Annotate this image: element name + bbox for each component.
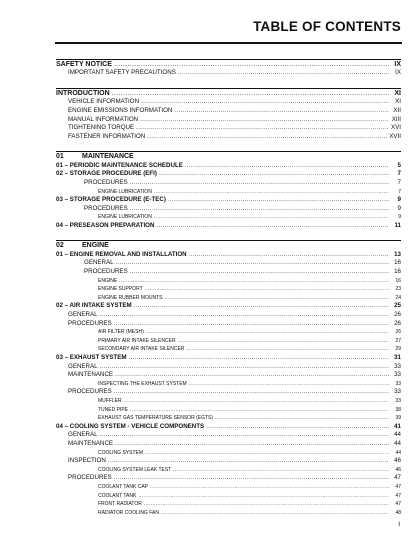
dot-leader	[140, 116, 389, 125]
toc-page-number: 44	[394, 439, 401, 447]
dot-leader	[178, 69, 389, 78]
section-heading[interactable]	[56, 89, 401, 98]
toc-entry-label: PROCEDURES	[84, 204, 128, 212]
toc-entry-label	[56, 241, 109, 250]
dot-leader	[115, 440, 389, 449]
toc-page-number: 47	[395, 483, 401, 490]
toc-entry-label: INSPECTING THE EXHAUST SYSTEM	[98, 380, 187, 387]
toc-page-number: XVI	[391, 124, 401, 132]
toc-page-number: 25	[394, 302, 401, 310]
toc-page-number: XI	[395, 98, 401, 106]
toc-entry-label: ENGINE LUBRICATION	[98, 188, 152, 195]
section-code: 01	[56, 153, 64, 161]
toc-entry-label: 01 – PERIODIC MAINTENANCE SCHEDULE	[56, 161, 183, 169]
toc-entry-label: TIGHTENING TORQUE	[68, 124, 135, 132]
toc-entry[interactable]	[56, 345, 401, 354]
dot-leader	[108, 457, 389, 466]
toc-page-number: 33	[394, 371, 401, 379]
dot-leader	[174, 107, 389, 116]
toc-entry-label: FRONT RADIATOR	[98, 501, 142, 508]
toc-page-number: 47	[395, 492, 401, 499]
toc-entry-label: VEHICLE INFORMATION	[68, 98, 140, 106]
toc-entry-label: ENGINE SUPPORT	[98, 286, 143, 293]
toc-entry[interactable]	[56, 371, 401, 380]
toc-entry[interactable]	[56, 294, 401, 303]
dot-leader	[156, 222, 389, 231]
dot-leader	[100, 363, 389, 372]
dot-leader	[154, 213, 389, 222]
dot-leader	[115, 371, 389, 380]
toc-entry-label: ENGINE	[98, 277, 118, 284]
dot-leader	[146, 328, 389, 337]
toc-entry-label: COOLANT TANK CAP	[98, 483, 149, 490]
page-title: TABLE OF CONTENTS	[253, 19, 401, 34]
section-heading[interactable]	[56, 60, 401, 69]
toc-page-number: 33	[394, 388, 401, 396]
toc-page-number: 29	[395, 346, 401, 353]
dot-leader	[130, 205, 389, 214]
toc-entry-label: INSPECTION	[68, 457, 106, 465]
dot-leader	[114, 474, 389, 483]
toc-entry[interactable]	[56, 259, 401, 268]
dot-leader	[168, 196, 389, 205]
dot-leader	[130, 179, 389, 188]
dot-leader	[189, 251, 389, 260]
toc-entry-label: MAINTENANCE	[68, 439, 114, 447]
chapter-entry[interactable]	[56, 196, 401, 205]
toc-entry[interactable]	[56, 311, 401, 320]
toc-page-number: XIII	[391, 115, 401, 123]
toc-entry[interactable]	[56, 440, 401, 449]
dot-leader	[119, 277, 389, 286]
dot-leader	[114, 60, 389, 69]
toc-page-number: XVII	[389, 132, 401, 140]
toc-page-number: 13	[394, 250, 401, 258]
dot-leader	[116, 259, 389, 268]
toc-entry[interactable]	[56, 466, 401, 475]
section-heading[interactable]	[56, 152, 401, 161]
toc-entry-label: IMPORTANT SAFETY PRECAUTIONS	[68, 69, 176, 77]
toc-section	[56, 240, 401, 517]
toc-entry-label: 04 – PRESEASON PREPARATION	[56, 221, 155, 229]
toc-page-number: IX	[395, 69, 401, 77]
toc-page-number: 33	[394, 362, 401, 370]
toc-entry[interactable]	[56, 124, 401, 133]
toc-entry-label: PROCEDURES	[68, 388, 112, 396]
toc-entry-label: PROCEDURES	[68, 474, 112, 482]
toc-entry-label: 04 – COOLING SYSTEM - VEHICLE COMPONENTS	[56, 422, 205, 430]
toc-entry-label: PROCEDURES	[84, 178, 128, 186]
toc-entry-label: MAINTENANCE	[68, 371, 114, 379]
toc-page-number: 26	[394, 319, 401, 327]
toc-entry[interactable]	[56, 500, 401, 509]
toc-entry-label: GENERAL	[68, 431, 98, 439]
toc-entry[interactable]	[56, 285, 401, 294]
toc-entry[interactable]	[56, 188, 401, 197]
toc-page-number: 33	[395, 397, 401, 404]
toc-entry-label: ENGINE LUBRICATION	[98, 214, 152, 221]
toc-entry-label: COOLANT TANK	[98, 492, 137, 499]
dot-leader	[129, 354, 390, 363]
title-rule	[55, 42, 402, 44]
dot-leader	[130, 406, 389, 415]
toc-section	[56, 88, 401, 141]
toc-entry-label: EXHAUST GAS TEMPERATURE SENSOR (EGTS)	[98, 415, 214, 422]
toc-entry[interactable]	[56, 492, 401, 501]
toc-page-number: 27	[395, 337, 401, 344]
toc-page-number: 41	[394, 422, 401, 430]
dot-leader	[138, 492, 389, 501]
toc-section	[56, 59, 401, 78]
dot-leader	[159, 170, 389, 179]
toc-entry[interactable]	[56, 431, 401, 440]
toc-entry[interactable]	[56, 69, 401, 78]
dot-leader	[154, 188, 389, 197]
dot-leader	[112, 89, 389, 98]
toc-entry[interactable]	[56, 213, 401, 222]
table-of-contents	[56, 59, 401, 527]
toc-entry[interactable]	[56, 205, 401, 214]
toc-page-number: 39	[395, 415, 401, 422]
toc-entry[interactable]	[56, 449, 401, 458]
chapter-entry[interactable]	[56, 302, 401, 311]
dot-leader	[147, 133, 387, 142]
toc-entry[interactable]	[56, 268, 401, 277]
section-title: ENGINE	[82, 242, 109, 250]
toc-entry[interactable]	[56, 380, 401, 389]
toc-entry-label: PRIMARY AIR INTAKE SILENCER	[98, 337, 176, 344]
toc-page-number: 44	[394, 431, 401, 439]
toc-entry[interactable]	[56, 363, 401, 372]
dot-leader	[173, 466, 389, 475]
toc-entry-label: 01 – ENGINE REMOVAL AND INSTALLATION	[56, 250, 187, 258]
chapter-entry[interactable]	[56, 423, 401, 432]
toc-page-number: 9	[398, 214, 401, 221]
toc-entry[interactable]	[56, 397, 401, 406]
dot-leader	[164, 294, 389, 303]
toc-entry-label: COOLING SYSTEM LEAK TEST	[98, 466, 172, 473]
toc-page-number: 44	[395, 449, 401, 456]
chapter-entry[interactable]	[56, 354, 401, 363]
toc-entry[interactable]	[56, 406, 401, 415]
toc-page-number: XII	[393, 106, 401, 114]
toc-entry[interactable]	[56, 133, 401, 142]
toc-entry-label: AIR FILTER (MESH)	[98, 329, 144, 336]
toc-page-number: 11	[394, 221, 401, 229]
dot-leader	[136, 124, 389, 133]
chapter-entry[interactable]	[56, 222, 401, 231]
dot-leader	[206, 423, 389, 432]
toc-page-number: 9	[397, 196, 401, 204]
toc-entry[interactable]	[56, 328, 401, 337]
toc-entry-label	[56, 152, 134, 161]
toc-entry[interactable]	[56, 277, 401, 286]
toc-page-number: 23	[395, 286, 401, 293]
toc-entry[interactable]	[56, 483, 401, 492]
toc-page-number: 16	[394, 259, 401, 267]
toc-entry-label: 02 – AIR INTAKE SYSTEM	[56, 302, 132, 310]
toc-entry[interactable]	[56, 179, 401, 188]
toc-entry-label: SAFETY NOTICE	[56, 61, 112, 68]
toc-page-number: 24	[395, 294, 401, 301]
toc-entry[interactable]	[56, 474, 401, 483]
toc-page-number: 46	[395, 466, 401, 473]
dot-leader	[114, 320, 389, 329]
toc-entry-label: PROCEDURES	[84, 268, 128, 276]
section-code: 02	[56, 242, 64, 250]
toc-entry-label: MUFFLER	[98, 397, 122, 404]
toc-page-number: 16	[395, 277, 401, 284]
dot-leader	[141, 98, 389, 107]
toc-page-number: 26	[395, 329, 401, 336]
toc-page-number: 16	[394, 268, 401, 276]
dot-leader	[189, 380, 389, 389]
dot-leader	[215, 414, 389, 423]
toc-page-number: 48	[395, 509, 401, 516]
toc-entry[interactable]	[56, 388, 401, 397]
toc-entry[interactable]	[56, 457, 401, 466]
toc-entry-label: 03 – STORAGE PROCEDURE (E-TEC)	[56, 196, 166, 204]
toc-page-number: 9	[397, 204, 401, 212]
toc-entry[interactable]	[56, 414, 401, 423]
toc-entry-label: 03 – EXHAUST SYSTEM	[56, 354, 127, 361]
toc-page-number: 46	[394, 457, 401, 465]
dot-leader	[114, 388, 389, 397]
dot-leader	[100, 431, 389, 440]
section-heading[interactable]	[56, 241, 401, 250]
toc-entry-label: FASTENER INFORMATION	[68, 132, 146, 140]
dot-leader	[130, 268, 389, 277]
toc-entry-label: GENERAL	[68, 362, 98, 370]
toc-entry-label: GENERAL	[84, 259, 114, 267]
page-number: I	[398, 521, 400, 528]
dot-leader	[124, 397, 389, 406]
toc-page-number: 7	[397, 170, 401, 178]
toc-section	[56, 151, 401, 230]
toc-entry-label: ENGINE EMISSIONS INFORMATION	[68, 106, 173, 114]
dot-leader	[161, 509, 389, 518]
toc-entry[interactable]	[56, 116, 401, 125]
toc-entry[interactable]	[56, 320, 401, 329]
toc-page-number: 7	[398, 188, 401, 195]
toc-page-number: 47	[395, 501, 401, 508]
toc-entry-label: SECONDARY AIR INTAKE SILENCER	[98, 346, 185, 353]
chapter-entry[interactable]	[56, 162, 401, 171]
toc-entry-label: MANUAL INFORMATION	[68, 115, 139, 123]
dot-leader	[145, 449, 389, 458]
toc-page-number: XI	[394, 89, 401, 97]
toc-page-number: 38	[395, 406, 401, 413]
toc-entry-label: TUNED PIPE	[98, 406, 129, 413]
dot-leader	[100, 311, 389, 320]
dot-leader	[145, 285, 389, 294]
section-title: MAINTENANCE	[82, 153, 134, 161]
toc-page-number: IX	[394, 61, 401, 68]
toc-page-number: 31	[394, 354, 401, 361]
toc-entry-label: ENGINE RUBBER MOUNTS	[98, 294, 163, 301]
toc-page-number: 5	[397, 161, 401, 169]
dot-leader	[144, 500, 389, 509]
dot-leader	[186, 345, 389, 354]
dot-leader	[178, 337, 389, 346]
toc-entry-label: 02 – STORAGE PROCEDURE (EFI)	[56, 170, 157, 178]
toc-entry-label: RADIATOR COOLING FAN	[98, 509, 159, 516]
dot-leader	[150, 483, 389, 492]
chapter-entry[interactable]	[56, 251, 401, 260]
toc-entry-label: INTRODUCTION	[56, 89, 110, 97]
toc-entry[interactable]	[56, 509, 401, 518]
chapter-entry[interactable]	[56, 170, 401, 179]
toc-page-number: 26	[394, 311, 401, 319]
toc-page-number: 33	[395, 380, 401, 387]
toc-page-number: 47	[394, 474, 401, 482]
toc-entry-label: COOLING SYSTEM	[98, 449, 144, 456]
toc-entry[interactable]	[56, 337, 401, 346]
toc-entry-label: GENERAL	[68, 311, 98, 319]
toc-page-number: 7	[397, 178, 401, 186]
toc-entry[interactable]	[56, 98, 401, 107]
toc-entry[interactable]	[56, 107, 401, 116]
dot-leader	[134, 302, 389, 311]
toc-entry-label: PROCEDURES	[68, 319, 112, 327]
dot-leader	[185, 162, 389, 171]
